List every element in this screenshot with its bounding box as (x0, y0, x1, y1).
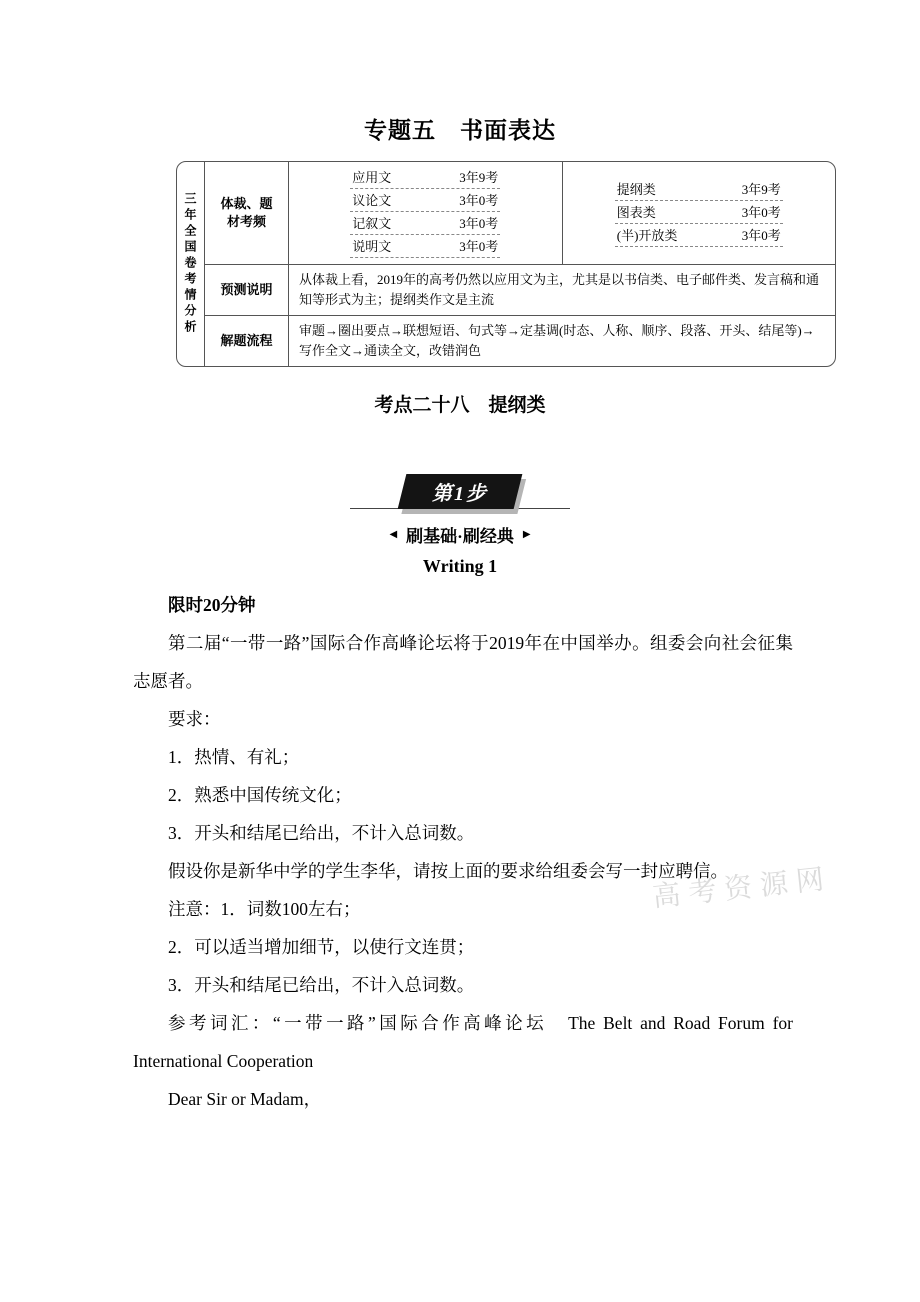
exam-analysis-table (176, 161, 836, 367)
genre-count: 3年9考 (459, 170, 499, 185)
type-name: 提纲类 (616, 181, 656, 197)
section-title: 考点二十八 提纲类 (374, 395, 546, 416)
note-item: 2．可以适当增加细节，以使行文连贯； (168, 937, 475, 957)
task-description: 假设你是新华中学的学生李华，请按上面的要求给组委会写一封应聘信。 (168, 861, 728, 881)
watermark: 高考资源网 (651, 863, 834, 914)
table-row-procedure (205, 316, 835, 366)
exercise-intro: 第二届“一带一路”国际合作高峰论坛将于2019年在中国举办。组委会向社会征集志愿者。 (133, 633, 793, 691)
genre-frequency-content (289, 162, 835, 264)
salutation: Dear Sir or Madam， (168, 1089, 322, 1109)
row-label-prediction: 预测说明 (205, 265, 289, 315)
type-name: (半)开放类 (616, 227, 678, 243)
type-column (563, 162, 836, 264)
genre-name: 应用文 (352, 170, 392, 185)
requirement-item: 3．开头和结尾已给出，不计入总词数。 (168, 823, 475, 843)
step-subtitle-text: 刷基础·刷经典 (406, 527, 514, 546)
step-header (0, 474, 920, 547)
genre-entry (350, 168, 500, 189)
genre-count: 3年0考 (459, 239, 499, 254)
step-banner (398, 474, 523, 509)
table-row-prediction (205, 265, 835, 316)
requirements-label: 要求： (168, 709, 221, 729)
exercise-body (133, 586, 793, 1118)
reference-vocab: 参考词汇：“一带一路”国际合作高峰论坛 The Belt and Road Forum for International Cooperation (133, 1013, 793, 1071)
genre-entry (350, 237, 500, 258)
requirement-item: 1．热情、有礼； (168, 747, 300, 767)
note-item: 3．开头和结尾已给出，不计入总词数。 (168, 975, 475, 995)
time-limit: 限时20分钟 (168, 595, 256, 615)
genre-count: 3年0考 (459, 216, 499, 231)
genre-name: 记叙文 (352, 216, 392, 231)
note-item: 注意：1．词数100左右； (168, 899, 361, 919)
left-arrow-icon: ◀ (389, 528, 398, 540)
type-count: 3年0考 (741, 227, 781, 243)
prediction-text: 从体裁上看，2019年的高考仍然以应用文为主，尤其是以书信类、电子邮件类、发言稿和通知等形式为主；提纲类作文是主流 (299, 272, 820, 307)
type-count: 3年9考 (741, 181, 781, 197)
type-entry (615, 226, 783, 247)
genre-entry (350, 214, 500, 235)
table-row-genre-frequency (205, 162, 835, 265)
genre-column (289, 162, 563, 264)
step-banner-text: 第1步 (432, 483, 488, 505)
table-main (205, 162, 835, 366)
table-side-label: 三年全国卷考情分析 (177, 162, 205, 366)
right-arrow-icon: ▶ (522, 528, 531, 540)
step-subtitle (0, 522, 920, 547)
genre-count: 3年0考 (459, 193, 499, 208)
requirement-item: 2．熟悉中国传统文化； (168, 785, 352, 805)
type-entry (615, 180, 783, 201)
step-banner-wrap (360, 474, 560, 510)
type-count: 3年0考 (741, 204, 781, 220)
genre-entry (350, 191, 500, 212)
row-label-genre-frequency: 体裁、题材考频 (205, 162, 289, 264)
type-entry (615, 203, 783, 224)
writing-title: Writing 1 (422, 556, 498, 576)
page-title: 专题五 书面表达 (364, 118, 556, 143)
genre-name: 说明文 (352, 239, 392, 254)
genre-name: 议论文 (352, 193, 392, 208)
procedure-text: 审题→圈出要点→联想短语、句式等→定基调(时态、人称、顺序、段落、开头、结尾等)→写作全文→通读全文，改错润色 (299, 323, 815, 358)
type-name: 图表类 (616, 204, 656, 220)
row-label-procedure: 解题流程 (205, 316, 289, 366)
